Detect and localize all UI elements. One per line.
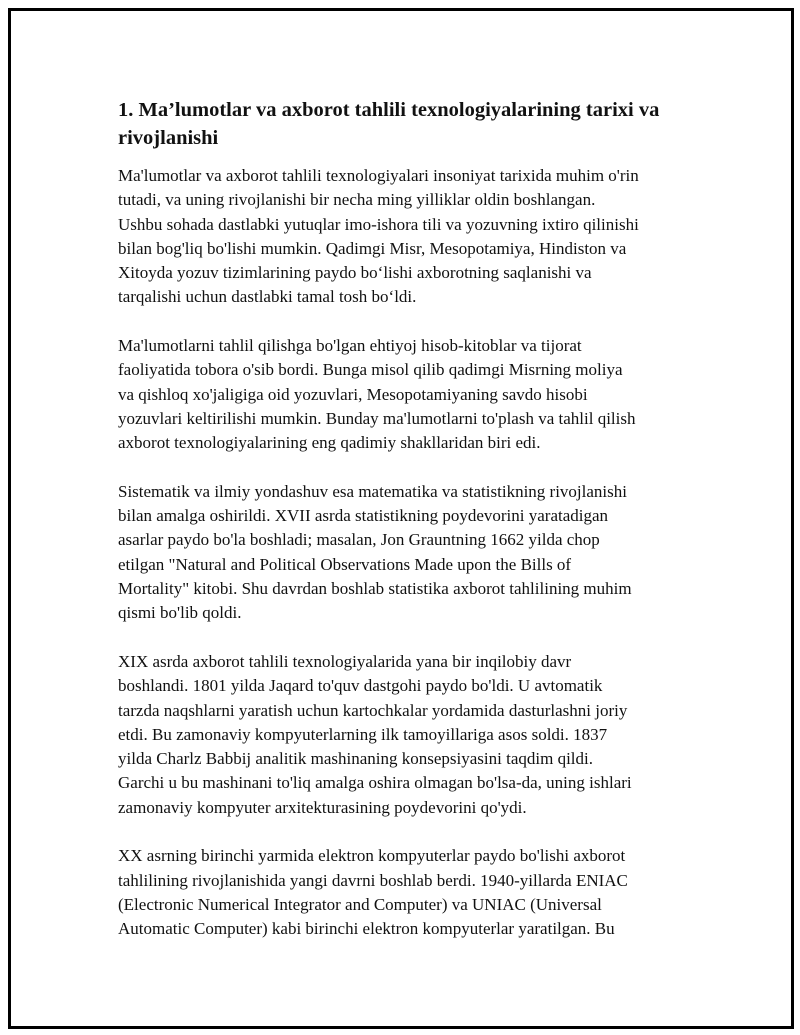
text-line: va qishloq xo'jaligiga oid yozuvlari, Mesopotamiyaning savdo hisobi bbox=[118, 384, 588, 404]
text-line: XX asrning birinchi yarmida elektron kompyuterlar paydo bo'lishi axborot bbox=[118, 846, 626, 866]
document-body bbox=[118, 96, 708, 966]
heading-line: rivojlanishi bbox=[118, 127, 219, 149]
text-line: tutadi, va uning rivojlanishi bir necha ming yilliklar oldin boshlangan. bbox=[118, 190, 596, 210]
text-line: boshlandi. 1801 yilda Jaqard to'quv dastgohi paydo bo'ldi. U avtomatik bbox=[118, 676, 603, 696]
text-line: bilan amalga oshirildi. XVII asrda statistikning poydevorini yaratadigan bbox=[118, 506, 609, 526]
text-line: XIX asrda axborot tahlili texnologiyalarida yana bir inqilobiy davr bbox=[118, 651, 572, 671]
text-line: Automatic Computer) kabi birinchi elektron kompyuterlar yaratilgan. Bu bbox=[118, 919, 615, 939]
section-heading bbox=[118, 96, 708, 152]
text-line: tahlilining rivojlanishida yangi davrni boshlab berdi. 1940-yillarda ENIAC bbox=[118, 870, 628, 890]
text-line: zamonaviy kompyuter arxitekturasining poydevorini qo'ydi. bbox=[118, 797, 527, 817]
paragraph-3 bbox=[118, 480, 708, 626]
text-line: Garchi u bu mashinani to'liq amalga oshira olmagan bo'lsa-da, uning ishlari bbox=[118, 773, 632, 793]
paragraph-2 bbox=[118, 334, 708, 455]
text-line: Ushbu sohada dastlabki yutuqlar imo-ishora tili va yozuvning ixtiro qilinishi bbox=[118, 214, 639, 234]
text-line: faoliyatida tobora o'sib bordi. Bunga misol qilib qadimgi Misrning moliya bbox=[118, 360, 623, 380]
paragraph-1 bbox=[118, 164, 708, 310]
text-line: (Electronic Numerical Integrator and Computer) va UNIAC (Universal bbox=[118, 894, 602, 914]
text-line: Ma'lumotlar va axborot tahlili texnologiyalari insoniyat tarixida muhim o'rin bbox=[118, 166, 639, 185]
text-line: bilan bog'liq bo'lishi mumkin. Qadimgi Misr, Mesopotamiya, Hindiston va bbox=[118, 238, 627, 258]
text-line: yozuvlari keltirilishi mumkin. Bunday ma'lumotlarni to'plash va tahlil qilish bbox=[118, 408, 636, 428]
text-line: etdi. Bu zamonaviy kompyuterlarning ilk tamoyillariga asos soldi. 1837 bbox=[118, 724, 608, 744]
heading-line: 1. Ma’lumotlar va axborot tahlili texnologiyalarining tarixi va bbox=[118, 99, 660, 121]
text-line: Sistematik va ilmiy yondashuv esa matematika va statistikning rivojlanishi bbox=[118, 481, 627, 501]
paragraph-4 bbox=[118, 650, 708, 820]
page-frame bbox=[8, 8, 794, 1029]
text-line: Xitoyda yozuv tizimlarining paydo bo‘lishi axborotning saqlanishi va bbox=[118, 263, 592, 283]
text-line: Ma'lumotlarni tahlil qilishga bo'lgan ehtiyoj hisob-kitoblar va tijorat bbox=[118, 336, 582, 356]
text-line: axborot texnologiyalarining eng qadimiy shakllaridan biri edi. bbox=[118, 433, 541, 453]
paragraph-5 bbox=[118, 844, 708, 941]
text-line: tarzda naqshlarni yaratish uchun kartochkalar yordamida dasturlashni joriy bbox=[118, 700, 628, 720]
text-line: tarqalishi uchun dastlabki tamal tosh bo‘ldi. bbox=[118, 287, 417, 307]
text-line: etilgan "Natural and Political Observations Made upon the Bills of bbox=[118, 554, 572, 574]
text-line: asarlar paydo bo'la boshladi; masalan, Jon Grauntning 1662 yilda chop bbox=[118, 530, 600, 550]
text-line: qismi bo'lib qoldi. bbox=[118, 603, 242, 623]
text-line: Mortality" kitobi. Shu davrdan boshlab statistika axborot tahlilining muhim bbox=[118, 579, 632, 599]
text-line: yilda Charlz Babbij analitik mashinaning konsepsiyasini taqdim qildi. bbox=[118, 749, 593, 769]
